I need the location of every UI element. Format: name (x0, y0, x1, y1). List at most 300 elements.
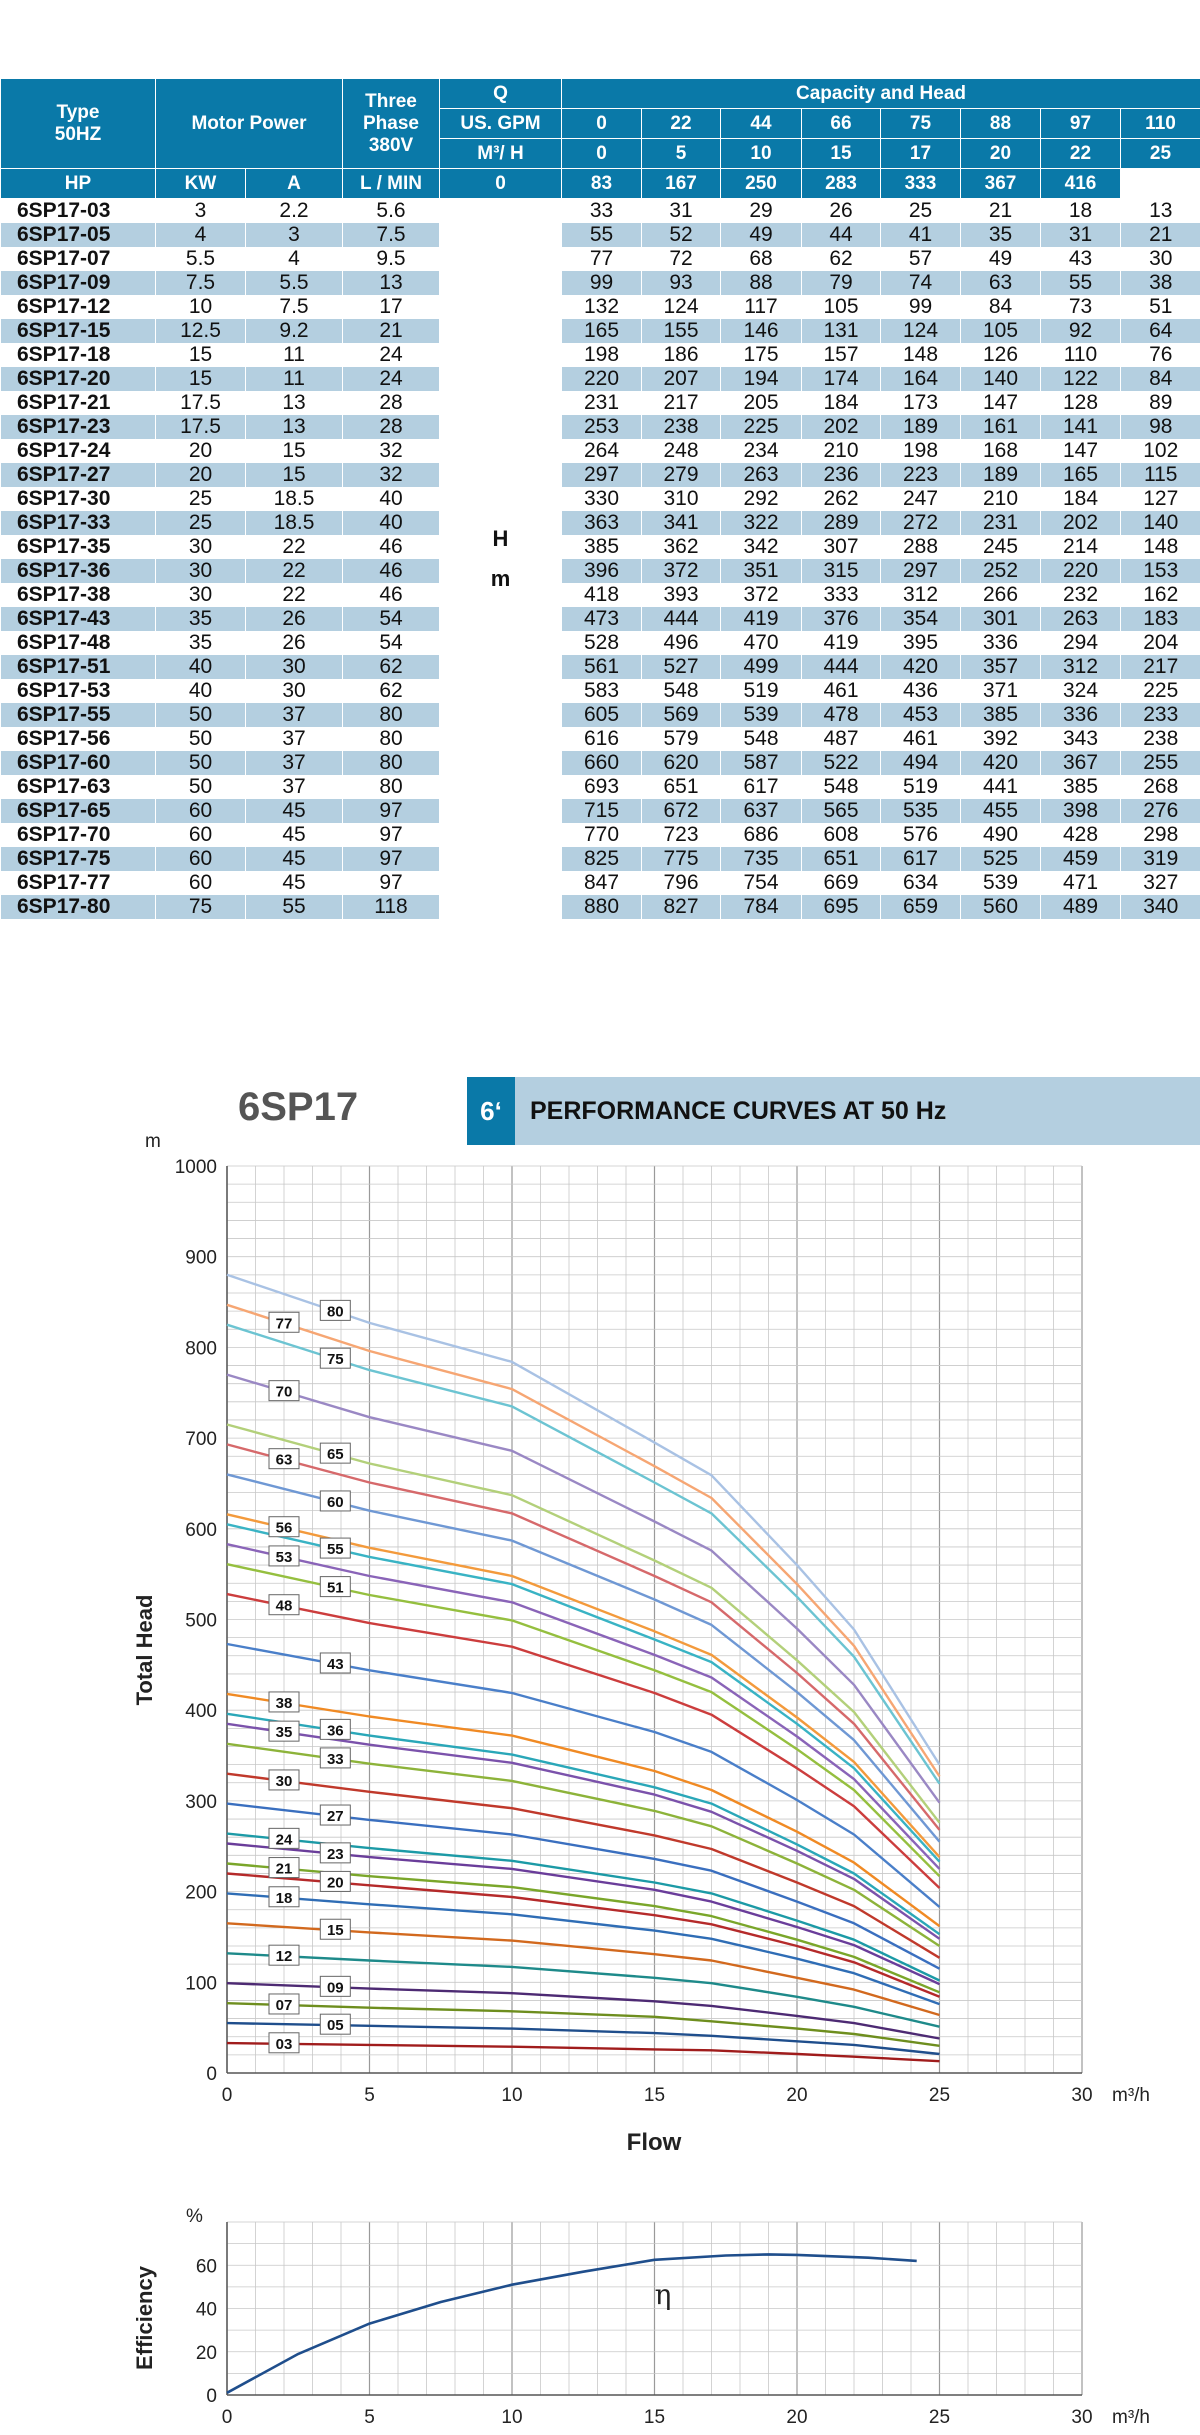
head-value-cell: 367 (1041, 751, 1121, 775)
model-cell: 6SP17-05 (1, 223, 156, 247)
head-value-cell: 455 (961, 799, 1041, 823)
amp-cell: 54 (343, 631, 440, 655)
head-value-cell: 268 (1121, 775, 1200, 799)
hp-cell: 10 (156, 295, 246, 319)
amp-cell: 32 (343, 463, 440, 487)
kw-cell: 26 (246, 631, 343, 655)
head-value-cell: 231 (562, 391, 642, 415)
head-value-cell: 84 (961, 295, 1041, 319)
head-value-cell: 385 (1041, 775, 1121, 799)
hp-cell: 15 (156, 343, 246, 367)
kw-cell: 11 (246, 343, 343, 367)
kw-cell: 37 (246, 775, 343, 799)
head-value-cell: 263 (721, 463, 802, 487)
amp-cell: 13 (343, 271, 440, 295)
head-value-cell: 162 (1121, 583, 1200, 607)
head-value-cell: 105 (961, 319, 1041, 343)
head-value-cell: 140 (961, 367, 1041, 391)
x-unit-label: m³/h (1112, 2407, 1150, 2428)
hp-cell: 50 (156, 751, 246, 775)
head-value-cell: 579 (642, 727, 721, 751)
head-value-cell: 64 (1121, 319, 1200, 343)
head-value-cell: 519 (721, 679, 802, 703)
head-value-cell: 247 (881, 487, 961, 511)
lmin-value: 167 (642, 169, 721, 199)
kw-cell: 37 (246, 727, 343, 751)
amp-cell: 46 (343, 559, 440, 583)
head-value-cell: 297 (562, 463, 642, 487)
model-series-title: 6SP17 (238, 1085, 359, 1129)
head-value-cell: 189 (961, 463, 1041, 487)
head-value-cell: 490 (961, 823, 1041, 847)
head-value-cell: 217 (1121, 655, 1200, 679)
head-value-cell: 153 (1121, 559, 1200, 583)
amp-cell: 40 (343, 487, 440, 511)
head-value-cell: 310 (642, 487, 721, 511)
head-value-cell: 324 (1041, 679, 1121, 703)
model-cell: 6SP17-48 (1, 631, 156, 655)
hp-cell: 40 (156, 679, 246, 703)
m3h-value: 25 (1121, 139, 1200, 169)
curve-label: 35 (275, 1724, 293, 1742)
head-value-cell: 294 (1041, 631, 1121, 655)
kw-cell: 13 (246, 415, 343, 439)
head-value-cell: 52 (642, 223, 721, 247)
three-phase-line: Phase (363, 112, 419, 134)
hp-cell: 30 (156, 583, 246, 607)
y-tick-label: 500 (185, 1610, 217, 1632)
amp-cell: 97 (343, 871, 440, 895)
hp-cell: 30 (156, 559, 246, 583)
head-value-cell: 372 (642, 559, 721, 583)
head-value-cell: 487 (802, 727, 881, 751)
head-value-cell: 548 (642, 679, 721, 703)
x-tick-label: 20 (786, 2085, 808, 2106)
head-value-cell: 357 (961, 655, 1041, 679)
head-value-cell: 312 (1041, 655, 1121, 679)
head-value-cell: 148 (881, 343, 961, 367)
head-value-cell: 77 (562, 247, 642, 271)
kw-cell: 30 (246, 655, 343, 679)
head-value-cell: 127 (1121, 487, 1200, 511)
head-value-cell: 312 (881, 583, 961, 607)
banner-tag: 6ʻ (467, 1077, 515, 1145)
head-value-cell: 231 (961, 511, 1041, 535)
head-value-cell: 99 (881, 295, 961, 319)
head-value-cell: 617 (881, 847, 961, 871)
kw-cell: 45 (246, 823, 343, 847)
m3h-value: 22 (1041, 139, 1121, 169)
head-value-cell: 322 (721, 511, 802, 535)
head-value-cell: 444 (802, 655, 881, 679)
head-value-cell: 775 (642, 847, 721, 871)
head-value-cell: 715 (562, 799, 642, 823)
m3h-value: 20 (961, 139, 1041, 169)
head-value-cell: 499 (721, 655, 802, 679)
head-value-cell: 371 (961, 679, 1041, 703)
head-value-cell: 539 (961, 871, 1041, 895)
head-value-cell: 392 (961, 727, 1041, 751)
gpm-value: 66 (802, 109, 881, 139)
y-unit-label: % (186, 2206, 203, 2227)
head-value-cell: 340 (1121, 895, 1200, 919)
y-tick-label: 60 (195, 2256, 217, 2278)
head-value-cell: 669 (802, 871, 881, 895)
head-value-cell: 576 (881, 823, 961, 847)
lmin-value: 367 (961, 169, 1041, 199)
head-value-cell: 98 (1121, 415, 1200, 439)
m3h-value: 17 (881, 139, 961, 169)
head-value-cell: 184 (1041, 487, 1121, 511)
amp-cell: 40 (343, 511, 440, 535)
head-value-cell: 419 (802, 631, 881, 655)
head-value-cell: 605 (562, 703, 642, 727)
lmin-value: 283 (802, 169, 881, 199)
head-value-cell: 608 (802, 823, 881, 847)
x-tick-label: 0 (221, 2085, 233, 2106)
amp-cell: 80 (343, 703, 440, 727)
curve-label: 38 (275, 1694, 293, 1712)
head-value-cell: 105 (802, 295, 881, 319)
curve-label: 80 (326, 1303, 344, 1321)
head-value-cell: 393 (642, 583, 721, 607)
y-tick-label: 40 (195, 2299, 217, 2321)
head-value-cell: 210 (802, 439, 881, 463)
model-cell: 6SP17-12 (1, 295, 156, 319)
model-cell: 6SP17-51 (1, 655, 156, 679)
model-cell: 6SP17-43 (1, 607, 156, 631)
head-value-cell: 289 (802, 511, 881, 535)
efficiency-symbol: η (654, 2278, 672, 2312)
hp-cell: 60 (156, 871, 246, 895)
curve-label: 30 (275, 1772, 293, 1790)
kw-cell: 22 (246, 535, 343, 559)
kw-cell: 11 (246, 367, 343, 391)
head-value-cell: 232 (1041, 583, 1121, 607)
head-value-cell: 770 (562, 823, 642, 847)
head-value-cell: 471 (1041, 871, 1121, 895)
head-value-cell: 372 (721, 583, 802, 607)
head-value-cell: 351 (721, 559, 802, 583)
head-value-cell: 252 (961, 559, 1041, 583)
amp-cell: 97 (343, 823, 440, 847)
head-value-cell: 205 (721, 391, 802, 415)
hp-cell: 17.5 (156, 415, 246, 439)
head-value-cell: 128 (1041, 391, 1121, 415)
lmin-value: 416 (1041, 169, 1121, 199)
head-value-cell: 560 (961, 895, 1041, 919)
kw-cell: 18.5 (246, 511, 343, 535)
head-value-cell: 522 (802, 751, 881, 775)
head-value-cell: 49 (721, 223, 802, 247)
head-value-cell: 723 (642, 823, 721, 847)
x-tick-label: 15 (643, 2407, 666, 2428)
kw-cell: 4 (246, 247, 343, 271)
curve-label: 23 (326, 1845, 344, 1863)
head-value-cell: 164 (881, 367, 961, 391)
head-curve-23 (227, 1844, 940, 1985)
curve-label: 56 (275, 1519, 293, 1537)
head-value-cell: 238 (1121, 727, 1200, 751)
head-value-cell: 99 (562, 271, 642, 295)
head-value-cell: 342 (721, 535, 802, 559)
m3h-value: 15 (802, 139, 881, 169)
model-cell: 6SP17-33 (1, 511, 156, 535)
head-value-cell: 131 (802, 319, 881, 343)
gpm-value: 22 (642, 109, 721, 139)
head-value-cell: 276 (1121, 799, 1200, 823)
head-value-cell: 587 (721, 751, 802, 775)
model-cell: 6SP17-77 (1, 871, 156, 895)
head-value-cell: 279 (642, 463, 721, 487)
head-value-cell: 315 (802, 559, 881, 583)
head-value-cell: 55 (1041, 271, 1121, 295)
head-value-cell: 420 (961, 751, 1041, 775)
head-value-cell: 695 (802, 895, 881, 919)
head-value-cell: 637 (721, 799, 802, 823)
head-value-cell: 266 (961, 583, 1041, 607)
head-value-cell: 319 (1121, 847, 1200, 871)
head-value-cell: 263 (1041, 607, 1121, 631)
head-value-cell: 470 (721, 631, 802, 655)
head-value-cell: 233 (1121, 703, 1200, 727)
head-value-cell: 220 (562, 367, 642, 391)
head-value-cell: 234 (721, 439, 802, 463)
head-value-cell: 262 (802, 487, 881, 511)
hp-cell: 25 (156, 511, 246, 535)
head-value-cell: 204 (1121, 631, 1200, 655)
head-value-cell: 336 (961, 631, 1041, 655)
head-value-cell: 565 (802, 799, 881, 823)
head-value-cell: 672 (642, 799, 721, 823)
amp-cell: 54 (343, 607, 440, 631)
head-value-cell: 49 (961, 247, 1041, 271)
three-phase-line: Three (365, 90, 417, 112)
head-value-cell: 548 (721, 727, 802, 751)
kw-cell: 15 (246, 463, 343, 487)
head-value-cell: 496 (642, 631, 721, 655)
head-value-cell: 217 (642, 391, 721, 415)
curve-label: 36 (326, 1722, 344, 1740)
y-axis-title: Total Head (132, 1594, 157, 1706)
kw-cell: 45 (246, 799, 343, 823)
curve-label: 12 (275, 1948, 293, 1966)
amp-cell: 62 (343, 679, 440, 703)
hp-cell: 40 (156, 655, 246, 679)
head-value-cell: 307 (802, 535, 881, 559)
head-unit: m (490, 566, 511, 591)
head-value-cell: 660 (562, 751, 642, 775)
head-value-cell: 796 (642, 871, 721, 895)
head-value-cell: 363 (562, 511, 642, 535)
head-value-cell: 634 (881, 871, 961, 895)
amp-cell: 7.5 (343, 223, 440, 247)
amp-header: A (246, 169, 343, 199)
y-unit-label: m (145, 1131, 161, 1152)
curve-label: 77 (275, 1315, 293, 1333)
hp-cell: 35 (156, 631, 246, 655)
head-value-cell: 38 (1121, 271, 1200, 295)
amp-cell: 46 (343, 583, 440, 607)
y-tick-label: 20 (195, 2342, 217, 2364)
head-value-cell: 165 (562, 319, 642, 343)
model-cell: 6SP17-23 (1, 415, 156, 439)
curve-label: 24 (275, 1831, 293, 1849)
head-value-cell: 126 (961, 343, 1041, 367)
lmin-label: L / MIN (343, 169, 440, 199)
curve-label: 21 (275, 1860, 293, 1878)
head-value-cell: 473 (562, 607, 642, 631)
head-value-cell: 110 (1041, 343, 1121, 367)
head-value-cell: 140 (1121, 511, 1200, 535)
model-cell: 6SP17-18 (1, 343, 156, 367)
curve-label: 51 (326, 1579, 344, 1597)
head-value-cell: 444 (642, 607, 721, 631)
head-value-cell: 561 (562, 655, 642, 679)
head-value-cell: 21 (1121, 223, 1200, 247)
head-value-cell: 189 (881, 415, 961, 439)
hp-cell: 30 (156, 535, 246, 559)
head-value-cell: 194 (721, 367, 802, 391)
x-tick-label: 25 (928, 2407, 951, 2428)
curve-label: 03 (275, 2035, 293, 2053)
curve-label: 09 (326, 1979, 344, 1997)
m3h-value: 10 (721, 139, 802, 169)
curve-label: 53 (275, 1548, 293, 1566)
head-value-cell: 202 (802, 415, 881, 439)
three-phase-line: 380V (368, 134, 414, 156)
head-value-cell: 651 (802, 847, 881, 871)
kw-cell: 18.5 (246, 487, 343, 511)
model-cell: 6SP17-36 (1, 559, 156, 583)
head-value-cell: 51 (1121, 295, 1200, 319)
head-value-cell: 157 (802, 343, 881, 367)
curve-label: 55 (326, 1541, 344, 1559)
amp-cell: 80 (343, 727, 440, 751)
curve-label: 33 (326, 1750, 344, 1768)
hp-cell: 50 (156, 775, 246, 799)
x-unit-label: m³/h (1112, 2085, 1150, 2106)
curve-label: 05 (326, 2017, 344, 2035)
motor-power-header: Motor Power (156, 79, 343, 169)
head-value-cell: 428 (1041, 823, 1121, 847)
head-value-cell: 686 (721, 823, 802, 847)
head-value-cell: 525 (961, 847, 1041, 871)
head-value-cell: 88 (721, 271, 802, 295)
head-value-cell: 527 (642, 655, 721, 679)
head-value-cell: 225 (1121, 679, 1200, 703)
head-value-cell: 147 (961, 391, 1041, 415)
kw-cell: 13 (246, 391, 343, 415)
x-axis-title: Flow (626, 2129, 682, 2156)
head-value-cell: 73 (1041, 295, 1121, 319)
gpm-value: 97 (1041, 109, 1121, 139)
lmin-value: 333 (881, 169, 961, 199)
head-curve-03 (227, 2043, 940, 2061)
head-value-cell: 186 (642, 343, 721, 367)
y-tick-label: 200 (185, 1882, 217, 1904)
amp-cell: 97 (343, 799, 440, 823)
curve-label: 60 (326, 1493, 344, 1511)
kw-cell: 7.5 (246, 295, 343, 319)
head-value-cell: 301 (961, 607, 1041, 631)
x-tick-label: 30 (1071, 2085, 1093, 2106)
kw-cell: 22 (246, 559, 343, 583)
head-value-cell: 535 (881, 799, 961, 823)
m3h-label: M³/ H (440, 139, 562, 169)
model-cell: 6SP17-80 (1, 895, 156, 919)
x-tick-label: 25 (928, 2085, 951, 2106)
model-cell: 6SP17-55 (1, 703, 156, 727)
amp-cell: 21 (343, 319, 440, 343)
x-tick-label: 10 (501, 2407, 523, 2428)
head-value-cell: 519 (881, 775, 961, 799)
amp-cell: 118 (343, 895, 440, 919)
head-value-cell: 72 (642, 247, 721, 271)
amp-cell: 46 (343, 535, 440, 559)
head-value-cell: 395 (881, 631, 961, 655)
head-value-cell: 341 (642, 511, 721, 535)
head-value-cell: 693 (562, 775, 642, 799)
head-value-cell: 478 (802, 703, 881, 727)
head-value-cell: 735 (721, 847, 802, 871)
hp-cell: 20 (156, 439, 246, 463)
head-value-cell: 198 (562, 343, 642, 367)
head-value-cell: 183 (1121, 607, 1200, 631)
head-value-cell: 57 (881, 247, 961, 271)
hp-cell: 60 (156, 847, 246, 871)
head-value-cell: 102 (1121, 439, 1200, 463)
model-cell: 6SP17-30 (1, 487, 156, 511)
head-value-cell: 651 (642, 775, 721, 799)
head-value-cell: 165 (1041, 463, 1121, 487)
amp-cell: 80 (343, 751, 440, 775)
head-value-cell: 124 (642, 295, 721, 319)
hp-cell: 15 (156, 367, 246, 391)
lmin-value: 250 (721, 169, 802, 199)
head-value-cell: 238 (642, 415, 721, 439)
head-value-cell: 385 (961, 703, 1041, 727)
gpm-value: 75 (881, 109, 961, 139)
head-value-cell: 528 (562, 631, 642, 655)
x-tick-label: 5 (364, 2085, 375, 2106)
hp-cell: 5.5 (156, 247, 246, 271)
head-value-cell: 825 (562, 847, 642, 871)
head-value-cell: 21 (961, 199, 1041, 224)
head-value-cell: 336 (1041, 703, 1121, 727)
head-value-cell: 147 (1041, 439, 1121, 463)
head-value-cell: 292 (721, 487, 802, 511)
head-value-cell: 43 (1041, 247, 1121, 271)
kw-cell: 5.5 (246, 271, 343, 295)
head-value-cell: 117 (721, 295, 802, 319)
y-tick-label: 100 (185, 1973, 217, 1995)
model-cell: 6SP17-27 (1, 463, 156, 487)
frequency-label: 50HZ (54, 123, 102, 145)
head-value-cell: 489 (1041, 895, 1121, 919)
curve-label: 15 (326, 1922, 344, 1940)
efficiency-curve (227, 2254, 917, 2392)
x-tick-label: 15 (643, 2085, 666, 2106)
head-value-cell: 93 (642, 271, 721, 295)
model-cell: 6SP17-07 (1, 247, 156, 271)
head-value-cell: 132 (562, 295, 642, 319)
head-value-cell: 76 (1121, 343, 1200, 367)
model-cell: 6SP17-35 (1, 535, 156, 559)
hp-header: HP (1, 169, 156, 199)
head-value-cell: 122 (1041, 367, 1121, 391)
head-value-cell: 202 (1041, 511, 1121, 535)
